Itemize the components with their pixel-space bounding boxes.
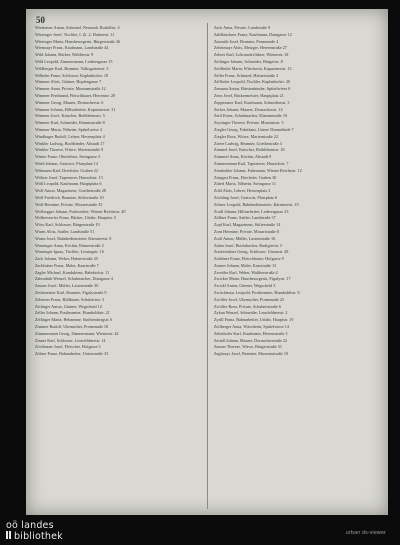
directory-entry: Wimmer Maria, Näherin, Spittelwiese 2 xyxy=(35,126,103,132)
directory-entry: Zaunrith Josef, Beamter, Promenade 4 xyxy=(214,38,279,44)
directory-entry: Zauner Josef, Müller, Lastenstraße 30 xyxy=(35,283,99,289)
directory-entry: Wimmer Josef, Kutscher, Bethlehemstr. 5 xyxy=(35,113,105,119)
directory-entry: Zimmermann Georg, Zimmermann, Wienerstr. 42 xyxy=(35,330,119,336)
directory-entry: Wöss Karl, Schlosser, Bürgerstraße 19 xyxy=(35,222,100,228)
directory-entry: Zellhofer Leopold, Tischler, Kaplanhofstr. 20 xyxy=(214,79,291,85)
directory-entry: Wurzinger Ignaz, Tischler, Lessingstr. 16 xyxy=(35,249,104,255)
directory-entry: Zöchling Josef, Gastwirt, Pfarrplatz 6 xyxy=(214,194,278,200)
directory-entry: Wirth Johann, Gastwirt, Pfarrplatz 14 xyxy=(35,160,98,166)
directory-entry: Ziegler Georg, Fabrikant, Untere Donaulände 7 xyxy=(214,126,294,132)
directory-entry: Zachhuber Franz, Maler, Kaarstraße 7 xyxy=(35,262,99,268)
directory-entry: Zach Johann, Weber, Hafnerstraße 25 xyxy=(35,256,98,262)
directory-entry: Zehetner Franz, Bildhauer, Schubertstr. 3 xyxy=(35,296,105,302)
directory-entry: Wildberger Karl, Beamter, Volksgartenstr. 3 xyxy=(35,65,109,71)
directory-entry: Wimmer Georg, Maurer, Dornacherstr. 6 xyxy=(35,99,104,105)
directory-entry: Wolf Friedrich, Beamter, Stifterstraße 10 xyxy=(35,194,104,200)
directory-entry: Zykan Wenzel, Schneider, Leonfeldnerstr. 2 xyxy=(214,310,288,316)
directory-entry: Wimmer Johann, Hilfsarbeiter, Kapuzinerstr. 31 xyxy=(35,106,116,112)
directory-entry: Zierer Ludwig, Beamter, Goethestraße 4 xyxy=(214,140,282,146)
directory-entry: Zach Anna, Private, Landstraße 9 xyxy=(214,25,271,30)
page-number: 50 xyxy=(36,15,45,25)
directory-entry: Zöhrer Leopold, Bahnbediensteter, Kärntnerstr. 19 xyxy=(214,201,299,207)
directory-entry: Wimmer Anna, Private, Museumstraße 12 xyxy=(35,86,106,92)
directory-entry: Zwettler Karl, Weber, Waltherstraße 4 xyxy=(214,269,278,275)
directory-entry: Zagler Michael, Kondukteur, Bahnhofstr. 11 xyxy=(35,269,110,275)
directory-entry: Winter Franz, Oberlehrer, Steingasse 3 xyxy=(35,154,101,160)
directory-entry: Winkler Therese, Witwe, Marienstraße 9 xyxy=(35,147,104,153)
directory-entry: Zöllner Franz, Sattler, Landstraße 37 xyxy=(214,215,276,221)
directory-entry: Zaglmayr Josef, Beamter, Museumstraße 10 xyxy=(214,351,289,357)
directory-entry: Zeppezauer Karl, Kaufmann, Schmidtorstr. 3 xyxy=(214,99,290,105)
directory-entry: Wimmer Ferdinand, Fleischhauer, Herrenstr. 20 xyxy=(35,92,116,98)
directory-entry: Zellinger Maria, Hebamme, Starhembergstr. 6 xyxy=(35,317,113,323)
directory-entry: Zobl Alois, Lehrer, Hessenplatz 2 xyxy=(214,188,271,194)
directory-entry: Zwickl Anton, Gärtner, Wegscheid 3 xyxy=(214,283,276,289)
directory-entry: Wolf Hermine, Private, Mozartstraße 35 xyxy=(35,201,103,207)
directory-entry: Wurm Alois, Sattler, Landstraße 51 xyxy=(35,228,95,234)
directory-entry: Wiesbauer Anton, Schmied, Neustadt, Rudolfstr. 4 xyxy=(35,25,120,30)
directory-entry: Zinner Karl, Schlosser, Leonfeldnerstr. 14 xyxy=(35,337,106,343)
directory-entry: Zeyringer Therese, Private, Museumstr. 5 xyxy=(214,120,284,126)
right-column xyxy=(214,25,382,358)
directory-entry: Zerbes Johann, Maurer, Dornacherstr. 14 xyxy=(214,106,283,112)
directory-entry: Zulehner Franz, Fleischhauer, Hofgasse 9 xyxy=(214,256,284,262)
directory-entry: Zehethofer Karl, Kaufmann, Herrenstraße 3 xyxy=(214,330,288,336)
directory-entry: Zauner Therese, Witwe, Bürgerstraße 31 xyxy=(214,344,282,350)
directory-entry: Zorn Hermine, Private, Mozartstraße 8 xyxy=(214,228,280,234)
column-divider xyxy=(207,23,208,509)
directory-entry: Wimmer Karl, Schneider, Klammstraße 8 xyxy=(35,120,105,126)
directory-entry: Wittmann Karl, Drechsler, Graben 22 xyxy=(35,167,98,173)
directory-entry: Wöß Leopold, Kaufmann, Hauptplatz 6 xyxy=(35,181,102,187)
logo-line-2-wrap xyxy=(6,531,63,542)
directory-entry: Wimmer Alois, Gärtner, Hopfengasse 7 xyxy=(35,79,102,85)
directory-entry: Zuckerstätter Georg, Schlosser, Unionstr. 28 xyxy=(214,249,289,255)
directory-entry: Winkler Ludwig, Buchbinder, Altstadt 17 xyxy=(35,140,105,146)
directory-entry: Zwicker Maria, Hausbesorgerin, Figulystr. 17 xyxy=(214,276,291,282)
directory-entry: Zoidl Johann, Hilfsarbeiter, Lederergasse 23 xyxy=(214,208,289,214)
directory-entry: Zimmel Josef, Kutscher, Bethlehemstr. 18 xyxy=(214,147,285,153)
directory-entry: Zeilinger Anton, Gärtner, Wegscheid 12 xyxy=(35,303,102,309)
directory-entry: Zottl Anton, Müller, Lastenstraße 16 xyxy=(214,235,276,241)
directory-entry: Zeindl Johann, Maurer, Dornacherstraße 22 xyxy=(214,337,288,343)
directory-entry: Zeitlhofer Maria, Wäscherin, Kapuzinerstr. 15 xyxy=(214,65,292,71)
directory-entry: Zehrer Karl, Lokomotivführer, Wienerstr. 61 xyxy=(214,52,289,58)
directory-entry: Zeller Franz, Schmied, Hafnerstraße 2 xyxy=(214,72,279,78)
directory-entry: Zöhrer Franz, Bahnarbeiter, Unionstraße 33 xyxy=(35,351,109,357)
directory-entry: Zunzer Johann, Maler, Kaarstraße 13 xyxy=(214,262,277,268)
directory-entry: Wiesinger Maria, Hausbesorgerin, Bürgerstraße 26 xyxy=(35,38,121,44)
directory-entry: Zimmermann Karl, Tapezierer, Harrachstr. 7 xyxy=(214,160,289,166)
logo-bars-icon xyxy=(6,531,12,542)
directory-entry: Wild Leopold, Zimmermann, Lederergasse 15 xyxy=(35,58,113,64)
directory-entry: Wiesmayr Franz, Kaufmann, Landstraße 44 xyxy=(35,45,109,51)
directory-entry: Zuber Josef, Buchdrucker, Rudigierstr. 5 xyxy=(214,242,283,248)
viewer-tag: urban ds-viewer xyxy=(345,530,386,536)
left-column xyxy=(35,25,203,358)
scanned-page xyxy=(26,9,388,515)
directory-entry: Wöhrer Josef, Tapezierer, Harrachstr. 13 xyxy=(35,174,103,180)
directory-entry: Ziegler Rosa, Witwe, Marienstraße 22 xyxy=(214,133,278,139)
directory-entry: Zopf Karl, Magazineur, Stifterstraße 14 xyxy=(214,222,281,228)
logo-line-1: oö landes xyxy=(6,520,54,531)
directory-entry: Zitterl Maria, Näherin, Steingasse 11 xyxy=(214,181,276,187)
directory-entry: Zenz Josef, Bäckermeister, Hauptplatz 21 xyxy=(214,92,284,98)
directory-entry: Zwirchmayr Leopold, Postbeamter, Humboldtstr. 8 xyxy=(214,290,300,296)
directory-entry: Wurm Josef, Bahnbediensteter, Kärntnerstr. 8 xyxy=(35,235,112,241)
directory-entry: Wild Johann, Bäcker, Waltherstr. 9 xyxy=(35,52,94,58)
directory-entry: Windhager Rudolf, Lehrer, Hessenplatz 4 xyxy=(35,133,105,139)
directory-entry: Zyrill Franz, Bahnarbeiter, Urfahr, Hauptstr. 19 xyxy=(214,317,294,323)
directory-entry: Zettl Franz, Schuhmacher, Klammstraße 10 xyxy=(214,113,288,119)
directory-entry: Wolfsegger Johann, Fuhrwerker, Wiener Reichsstr. 40 xyxy=(35,208,126,214)
directory-entry: Zehetmayr Alois, Metzger, Herrenstraße 27 xyxy=(214,45,287,51)
directory-entry: Zeller Johann, Postbeamter, Humboldtstr. 21 xyxy=(35,310,110,316)
directory-entry: Zechmeister Karl, Beamter, Figulystraße 9 xyxy=(35,290,107,296)
directory-entry: Wurzinger Anna, Köchin, Römerstraße 2 xyxy=(35,242,104,248)
directory-entry: Zemann Anton, Bürstenbinder, Spittelwiese 6 xyxy=(214,86,291,92)
directory-entry: Zirngast Franz, Drechsler, Graben 30 xyxy=(214,174,277,180)
directory-entry: Zeilinger Johann, Schneider, Bürgerstr. 8 xyxy=(214,58,283,64)
directory-entry: Zimmer Rudolf, Uhrmacher, Promenade 18 xyxy=(35,324,109,330)
directory-entry: Wilhelm Franz, Schlosser, Kaplanhofstr. 18 xyxy=(35,72,109,78)
directory-entry: Wiesinger Josef, Tischler, I. Zi. 2, Hafnerstr. 11 xyxy=(35,31,115,37)
directory-entry: Zwölfer Josef, Uhrmacher, Promenade 25 xyxy=(214,296,285,302)
directory-entry: Zahradnik Wenzel, Schuhmacher, Domgasse 4 xyxy=(35,276,114,282)
directory-entry: Wolkerstorfer Franz, Bäcker, Urfahr, Hauptstr. 5 xyxy=(35,215,117,221)
directory-entry: Zöchbauer Josef, Fleischer, Hofgasse 5 xyxy=(35,344,101,350)
directory-entry: Wolf Anton, Magazineur, Goethestraße 28 xyxy=(35,188,106,194)
directory-entry: Zwölfer Rosa, Private, Schubertstraße 6 xyxy=(214,303,281,309)
logo-line-2: bibliothek xyxy=(14,531,63,542)
directory-entry: Zeilberger Anna, Wäscherin, Spittelwiese 14 xyxy=(214,324,289,330)
library-logo[interactable] xyxy=(6,521,63,542)
directory-entry: Zahlbruckner Franz, Kaufmann, Domgasse 12 xyxy=(214,31,292,37)
directory-entry: Zinnhobler Johann, Fuhrmann, Wiener Reichsstr. 12 xyxy=(214,167,302,173)
directory-entry: Zimmerl Anna, Köchin, Altstadt 9 xyxy=(214,154,272,160)
